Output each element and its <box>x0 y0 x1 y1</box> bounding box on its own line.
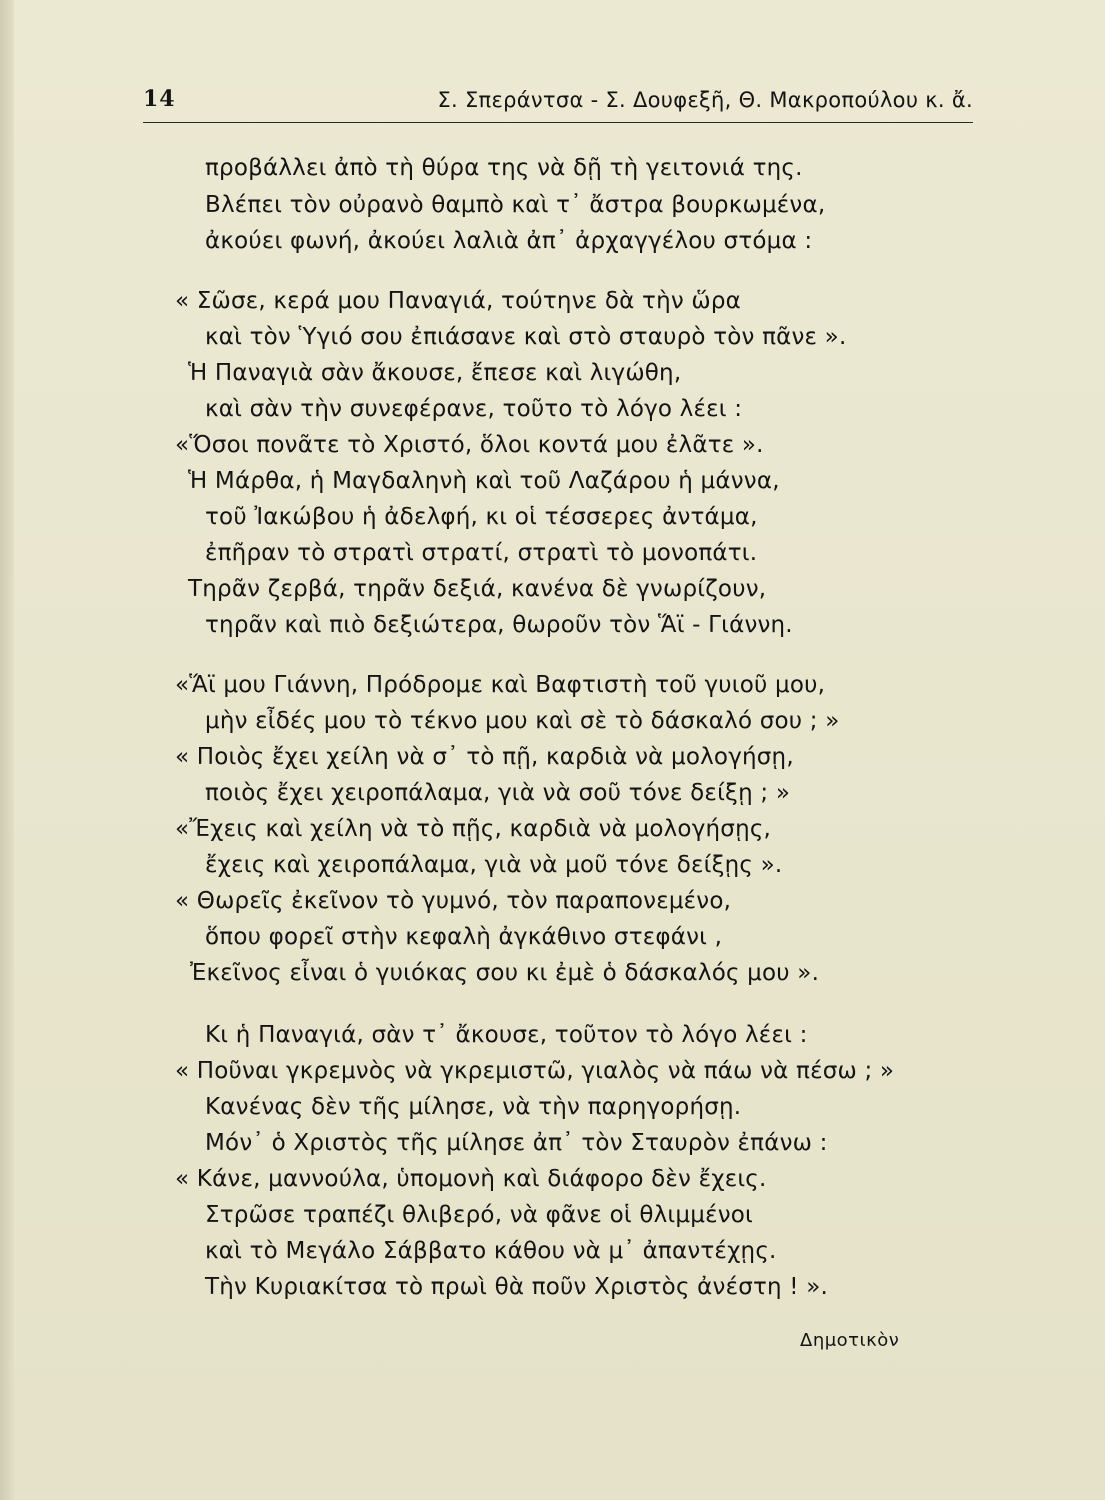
poem-line: καὶ τὸ Μεγάλο Σάββατο κάθου νὰ μ᾿ ἀπαντέχῃς. <box>205 1238 777 1264</box>
poem-line: Κι ἡ Παναγιά, σὰν τ᾿ ἄκουσε, τοῦτον τὸ λόγο λέει : <box>205 1022 808 1048</box>
poem-line: Ἡ Μάρθα, ἡ Μαγδαληνὴ καὶ τοῦ Λαζάρου ἡ μάννα, <box>188 468 780 494</box>
poem-line: τηρᾶν καὶ πιὸ δεξιώτερα, θωροῦν τὸν Ἅϊ - Γιάννη. <box>205 612 793 638</box>
poem-line: « Σῶσε, κερά μου Παναγιά, τούτηνε δὰ τὴν ὥρα <box>175 288 742 314</box>
poem-line: «Ὅσοι πονᾶτε τὸ Χριστό, ὅλοι κοντά μου ἐλᾶτε ». <box>175 432 764 458</box>
poem-line: « Κάνε, μαννούλα, ὑπομονὴ καὶ διάφορο δὲν ἔχεις. <box>175 1166 767 1192</box>
poem-line: καὶ τὸν Ὑγιό σου ἐπιάσανε καὶ στὸ σταυρὸ τὸν πᾶνε ». <box>205 324 847 350</box>
poem-line: Τηρᾶν ζερβά, τηρᾶν δεξιά, κανένα δὲ γνωρίζουν, <box>188 576 767 602</box>
poem-line: Κανένας δὲν τῆς μίλησε, νὰ τὴν παρηγορήσῃ. <box>205 1094 742 1120</box>
poem-line: προβάλλει ἀπὸ τὴ θύρα της νὰ δῇ τὴ γειτονιά της. <box>205 155 803 181</box>
poem-line: Μόν᾿ ὁ Χριστὸς τῆς μίλησε ἀπ᾿ τὸν Σταυρὸν ἐπάνω : <box>205 1130 828 1156</box>
poem-line: «Ἅϊ μου Γιάννη, Πρόδρομε καὶ Βαφτιστὴ τοῦ γυιοῦ μου, <box>175 672 826 698</box>
poem-line: Ἡ Παναγιὰ σὰν ἄκουσε, ἔπεσε καὶ λιγώθη, <box>188 360 682 386</box>
poem-line: Βλέπει τὸν οὐρανὸ θαμπὸ καὶ τ᾿ ἄστρα βουρκωμένα, <box>205 192 826 218</box>
running-head: Σ. Σπεράντσα - Σ. Δουφεξῆ, Θ. Μακροπούλου κ. ἄ. <box>437 88 973 112</box>
poem-line: ἐπῆραν τὸ στρατὶ στρατί, στρατὶ τὸ μονοπάτι. <box>205 540 758 566</box>
poem-line: ὅπου φορεῖ στὴν κεφαλὴ ἀγκάθινο στεφάνι , <box>205 924 723 950</box>
poem-line: « Θωρεῖς ἐκεῖνον τὸ γυμνό, τὸν παραπονεμένο, <box>175 888 732 914</box>
poem-line: ἔχεις καὶ χειροπάλαμα, γιὰ νὰ μοῦ τόνε δείξῃς ». <box>205 852 783 878</box>
poem-line: «Ἔχεις καὶ χείλη νὰ τὸ πῇς, καρδιὰ νὰ μολογήσῃς, <box>175 816 772 842</box>
poem-line: « Ποῦναι γκρεμνὸς νὰ γκρεμιστῶ, γιαλὸς νὰ πάω νὰ πέσω ; » <box>175 1058 895 1084</box>
poem-line: ποιὸς ἔχει χειροπάλαμα, γιὰ νὰ σοῦ τόνε δείξῃ ; » <box>205 780 791 806</box>
poem-source-signature: Δημοτικὸν <box>800 1330 900 1351</box>
poem-line: καὶ σὰν τὴν συνεφέρανε, τοῦτο τὸ λόγο λέει : <box>205 396 743 422</box>
page-number: 14 <box>143 86 176 112</box>
poem-line: Στρῶσε τραπέζι θλιβερό, νὰ φᾶνε οἱ θλιμμένοι <box>205 1202 753 1228</box>
poem-line: « Ποιὸς ἔχει χείλη νὰ σ᾿ τὸ πῇ, καρδιὰ νὰ μολογήσῃ, <box>175 744 794 770</box>
poem-line: ἀκούει φωνή, ἀκούει λαλιὰ ἀπ᾿ ἀρχαγγέλου στόμα : <box>205 228 813 254</box>
poem-line: μὴν εἶδές μου τὸ τέκνο μου καὶ σὲ τὸ δάσκαλό σου ; » <box>205 708 840 734</box>
poem-line: Ἐκεῖνος εἶναι ὁ γυιόκας σου κι ἐμὲ ὁ δάσκαλός μου ». <box>190 960 820 986</box>
poem-line: Τὴν Κυριακίτσα τὸ πρωὶ θὰ ποῦν Χριστὸς ἀνέστη ! ». <box>205 1274 829 1300</box>
poem-line: τοῦ Ἰακώβου ἡ ἀδελφή, κι οἱ τέσσερες ἀντάμα, <box>205 504 758 530</box>
